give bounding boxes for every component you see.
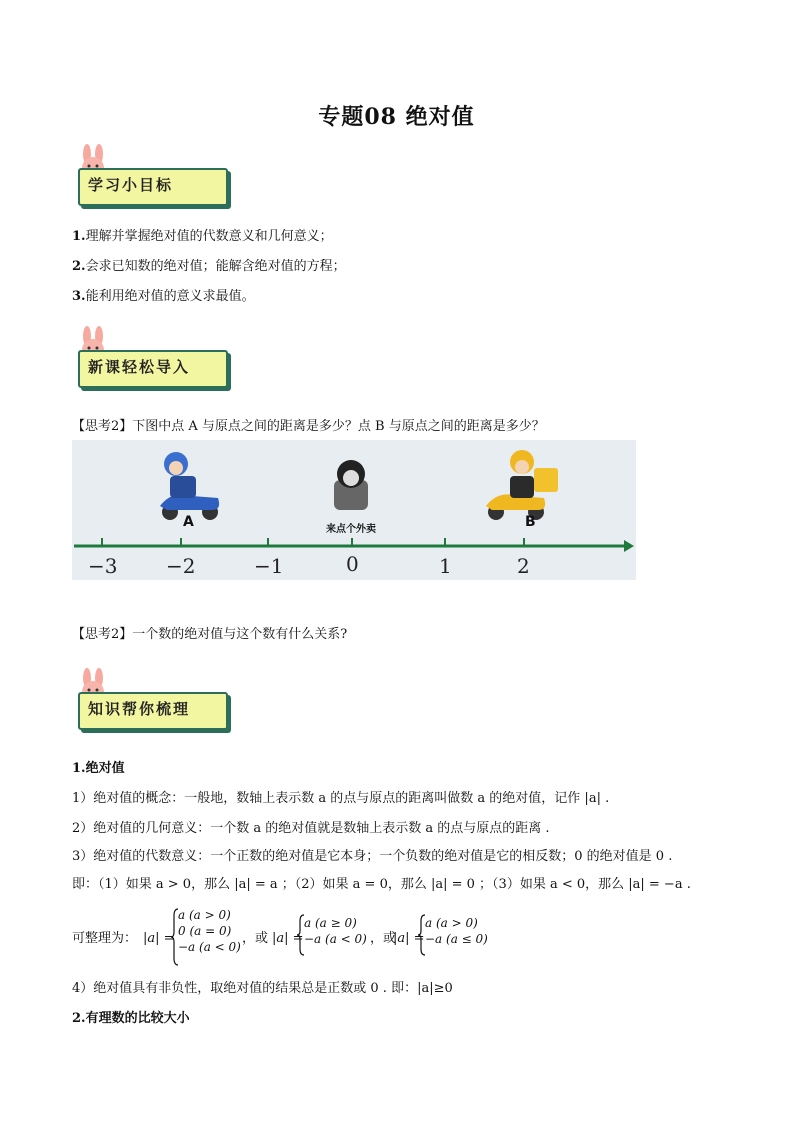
paragraph: 1）绝对值的概念：一般地，数轴上表示数 a 的点与原点的距离叫做数 a 的绝对值，记作 |a| .	[72, 791, 610, 806]
banner-label: 知识帮你梳理	[88, 700, 191, 718]
paragraph: 3）绝对值的代数意义：一个正数的绝对值是它本身；一个负数的绝对值是它的相反数；0 的绝对值是 0 .	[72, 849, 673, 864]
meme-face-icon	[334, 460, 368, 510]
tick-label: 2	[517, 554, 530, 578]
case-line: −a (a < 0)	[304, 932, 367, 946]
abs-lhs: |a| =	[143, 931, 175, 946]
goal-item	[72, 258, 346, 276]
separator: ，或	[370, 931, 397, 946]
goal-item	[72, 288, 255, 306]
paragraph: 2）绝对值的几何意义：一个数 a 的绝对值就是数轴上表示数 a 的点与原点的距离 .	[72, 821, 550, 836]
goal-num: 2.	[72, 259, 86, 274]
banner-label: 新课轻松导入	[88, 358, 191, 376]
abs-lhs: |a| =	[393, 931, 425, 946]
axis-arrow	[624, 540, 634, 552]
banner-intro	[74, 326, 234, 384]
abs-lhs: |a| =	[272, 931, 304, 946]
number-line-figure	[72, 440, 636, 580]
goal-num: 3.	[72, 289, 86, 304]
goal-text: 会求已知数的绝对值；能解含绝对值的方程；	[85, 259, 346, 274]
point-b-label: B	[525, 514, 536, 530]
piecewise-case-2	[304, 915, 367, 947]
case-line: −a (a ≤ 0)	[425, 932, 488, 946]
section-title: 2.有理数的比较大小	[72, 1011, 190, 1026]
paragraph: 即：（1）如果 a > 0，那么 |a| = a ；（2）如果 a = 0，那么 |a| = 0 ；（3）如果 a < 0，那么 |a| = −a .	[72, 877, 691, 892]
piecewise-case-1	[178, 907, 241, 955]
tick-label: 0	[346, 552, 359, 576]
point-a-label: A	[183, 514, 194, 530]
piecewise-prefix: 可整理为：	[72, 931, 138, 946]
case-line: a (a ≥ 0)	[304, 916, 357, 930]
goal-text: 能利用绝对值的意义求最值。	[85, 289, 255, 304]
case-line: a (a > 0)	[178, 908, 231, 922]
piecewise-case-3	[425, 915, 488, 947]
scooter-b-icon	[486, 450, 558, 520]
section-title: 1.绝对值	[72, 761, 125, 776]
tick-label: 1	[439, 554, 452, 578]
separator: ，或	[242, 931, 269, 946]
page-title: 专题08 绝对值	[318, 104, 475, 130]
middle-caption: 来点个外卖	[326, 524, 376, 535]
banner-goals	[74, 144, 234, 202]
case-line: −a (a < 0)	[178, 940, 241, 954]
banner-label: 学习小目标	[88, 176, 174, 194]
think-question-2: 【思考2】一个数的绝对值与这个数有什么关系?	[72, 627, 348, 642]
scooter-a-icon	[160, 452, 219, 520]
tick-label: −3	[88, 554, 118, 578]
case-line: 0 (a = 0)	[178, 924, 232, 938]
paragraph: 4）绝对值具有非负性，取绝对值的结果总是正数或 0 . 即：|a|≥0	[72, 981, 453, 996]
case-line: a (a > 0)	[425, 916, 478, 930]
think-question-1: 【思考2】下图中点 A 与原点之间的距离是多少？点 B 与原点之间的距离是多少？	[72, 419, 545, 434]
goal-item	[72, 228, 333, 246]
tick-label: −1	[254, 554, 284, 578]
goal-num: 1.	[72, 229, 86, 244]
tick-label: −2	[166, 554, 196, 578]
banner-knowledge	[74, 668, 234, 726]
goal-text: 理解并掌握绝对值的代数意义和几何意义；	[85, 229, 333, 244]
